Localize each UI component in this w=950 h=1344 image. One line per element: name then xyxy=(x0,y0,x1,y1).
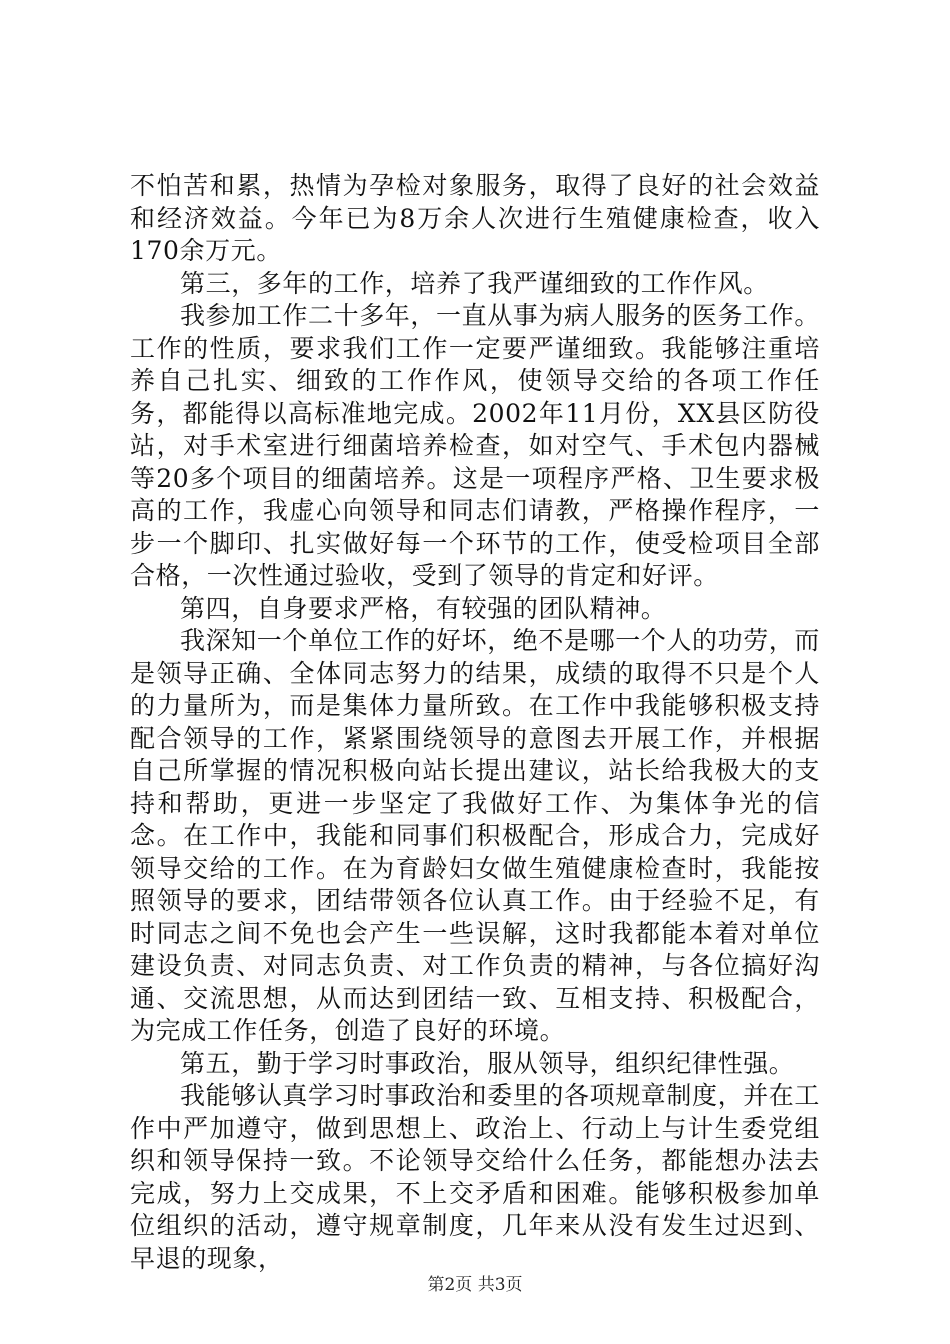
paragraph-4-heading: 第四，自身要求严格，有较强的团队精神。 xyxy=(180,593,667,623)
paragraph-7: 我能够认真学习时事政治和委里的各项规章制度，并在工作中严加遵守，做到思想上、政治上、行动上与计生委党组织和领导保持一致。不论领导交给什么任务，都能想办法去完成，努力上交成果，不上交矛盾和困难。能够积极参加单位组织的活动，遵守规章制度，几年来从没有发生过迟到、早退的现象， xyxy=(130,1081,821,1273)
paragraph-3: 我参加工作二十多年，一直从事为病人服务的医务工作。工作的性质，要求我们工作一定要严谨细致。我能够注重培养自己扎实、细致的工作作风，使领导交给的各项工作任务，都能得以高标准地完成。2002年11月份，XX县区防役站，对手术室进行细菌培养检查，如对空气、手术包内器械等20多个项目的细菌培养。这是一项程序严格、卫生要求极高的工作，我虚心向领导和同志们请教，严格操作程序，一步一个脚印、扎实做好每一个环节的工作，使受检项目全部合格，一次性通过验收，受到了领导的肯定和好评。 xyxy=(130,301,821,590)
paragraph-2-heading: 第三，多年的工作，培养了我严谨细致的工作作风。 xyxy=(180,268,769,298)
page-number-label: 第2页 共3页 xyxy=(427,1275,523,1295)
paragraph-6-heading: 第五，勤于学习时事政治，服从领导，组织纪律性强。 xyxy=(180,1048,795,1078)
paragraph-5: 我深知一个单位工作的好坏，绝不是哪一个人的功劳，而是领导正确、全体同志努力的结果，成绩的取得不只是个人的力量所为，而是集体力量所致。在工作中我能够积极支持配合领导的工作，紧紧围绕领导的意图去开展工作，并根据自己所掌握的情况积极向站长提出建议，站长给我极大的支持和帮助，更进一步坚定了我做好工作、为集体争光的信念。在工作中，我能和同事们积极配合，形成合力，完成好领导交给的工作。在为育龄妇女做生殖健康检查时，我能按照领导的要求，团结带领各位认真工作。由于经验不足，有时同志之间不免也会产生一些误解，这时我都能本着对单位建设负责、对同志负责、对工作负责的精神，与各位搞好沟通、交流思想，从而达到团结一致、互相支持、积极配合，为完成工作任务，创造了良好的环境。 xyxy=(130,626,821,1045)
paragraph-1: 不怕苦和累，热情为孕检对象服务，取得了良好的社会效益和经济效益。今年已为8万余人次进行生殖健康检查，收入170余万元。 xyxy=(130,171,820,265)
page-footer xyxy=(0,1270,950,1295)
document-body xyxy=(130,170,820,1275)
